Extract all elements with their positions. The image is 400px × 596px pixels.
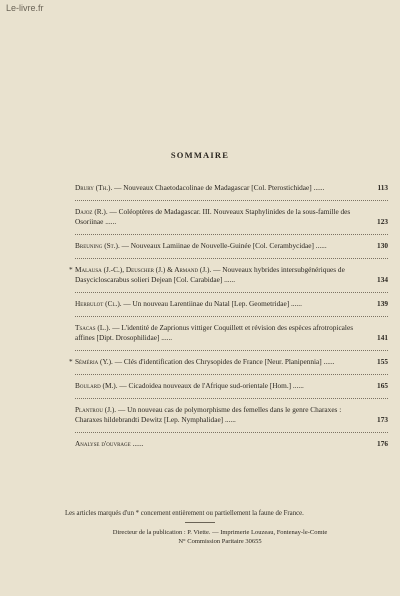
entry-page: 173 (377, 415, 388, 424)
entry-author: Drury (Th.). (75, 183, 113, 192)
toc-entry (75, 323, 388, 351)
entry-page: 134 (377, 275, 388, 284)
entry-page: 165 (377, 381, 388, 390)
imprint-line-2: N° Commission Paritaire 30655 (178, 538, 262, 545)
entry-author: Plantrou (J.). (75, 405, 117, 414)
entry-page: 155 (377, 357, 388, 366)
entry-author: Séméria (Y.). (75, 357, 113, 366)
entry-author: Tsacas (L.). (75, 323, 111, 332)
site-logo: Le-livre.fr (6, 3, 44, 13)
toc-entry (75, 405, 388, 433)
toc-entry (69, 357, 388, 375)
entry-title: — L'identité de Zaprionus vittiger Coquillett et révision des espèces afrotropicales affines [Dipt. Drosophilidae] ...... (75, 323, 354, 342)
page-title: SOMMAIRE (170, 150, 230, 160)
entry-title: — Cicadoidea nouveaux de l'Afrique sud-orientale [Hom.] ...... (119, 381, 304, 390)
toc-entry (75, 207, 388, 235)
entry-author: Dajoz (R.). (75, 207, 108, 216)
entry-author: Analyse d'ouvrage (75, 439, 131, 448)
entry-title: ...... (132, 439, 144, 448)
toc-entry (75, 381, 388, 399)
entry-page: 141 (377, 333, 388, 342)
entry-title: — Un nouveau cas de polymorphisme des femelles dans le genre Charaxes : Charaxes hildebrandti Dewitz [Lep. Nymphalidae] ...... (75, 405, 342, 424)
toc-entry (75, 183, 388, 201)
entry-title: — Nouveaux Lamiinae de Nouvelle-Guinée [Col. Cerambycidae] ...... (121, 241, 327, 250)
entry-page: 123 (377, 217, 388, 226)
entry-author: Boulard (M.). (75, 381, 118, 390)
france-marker: * (69, 357, 73, 366)
toc-entry (75, 439, 388, 456)
entry-author: Malausa (J.-C.), Deuscher (J.) & Armand (J.). (75, 265, 212, 274)
imprint-line-1: Directeur de la publication : P. Viette. — Imprimerie Louzeau, Fontenay-le-Comte (112, 529, 328, 536)
table-of-contents (69, 183, 388, 462)
entry-title: — Clés d'identification des Chrysopides de France [Neur. Planipennia] ...... (114, 357, 335, 366)
entry-title: — Nouveaux Chaetodacolinae de Madagascar [Col. Pterostichidae] ...... (114, 183, 325, 192)
footnote: Les articles marqués d'un * concernent entièrement ou partiellement la faune de France. (65, 510, 304, 517)
entry-title: — Coléoptères de Madagascar. III. Nouveaux Staphylinides de la sous-famille des Osoriinae ...... (75, 207, 351, 226)
entry-title: — Un nouveau Larentiinae du Natal [Lep. Geometridae] ...... (123, 299, 302, 308)
imprint (70, 528, 370, 546)
entry-author: Herbulot (Cl.). (75, 299, 122, 308)
entry-title: — Nouveaux hybrides intersubgénériques de Dasycicloscarabus solieri Dejean [Col. Carabidae] ...... (75, 265, 345, 284)
france-marker: * (69, 265, 73, 274)
entry-page: 139 (377, 299, 388, 308)
toc-entry (75, 299, 388, 317)
toc-entry (69, 265, 388, 293)
entry-page: 176 (377, 439, 388, 448)
entry-author: Breuning (St.). (75, 241, 120, 250)
toc-entry (75, 241, 388, 259)
entry-page: 130 (377, 241, 388, 250)
entry-page: 113 (377, 183, 388, 192)
divider (185, 522, 215, 523)
